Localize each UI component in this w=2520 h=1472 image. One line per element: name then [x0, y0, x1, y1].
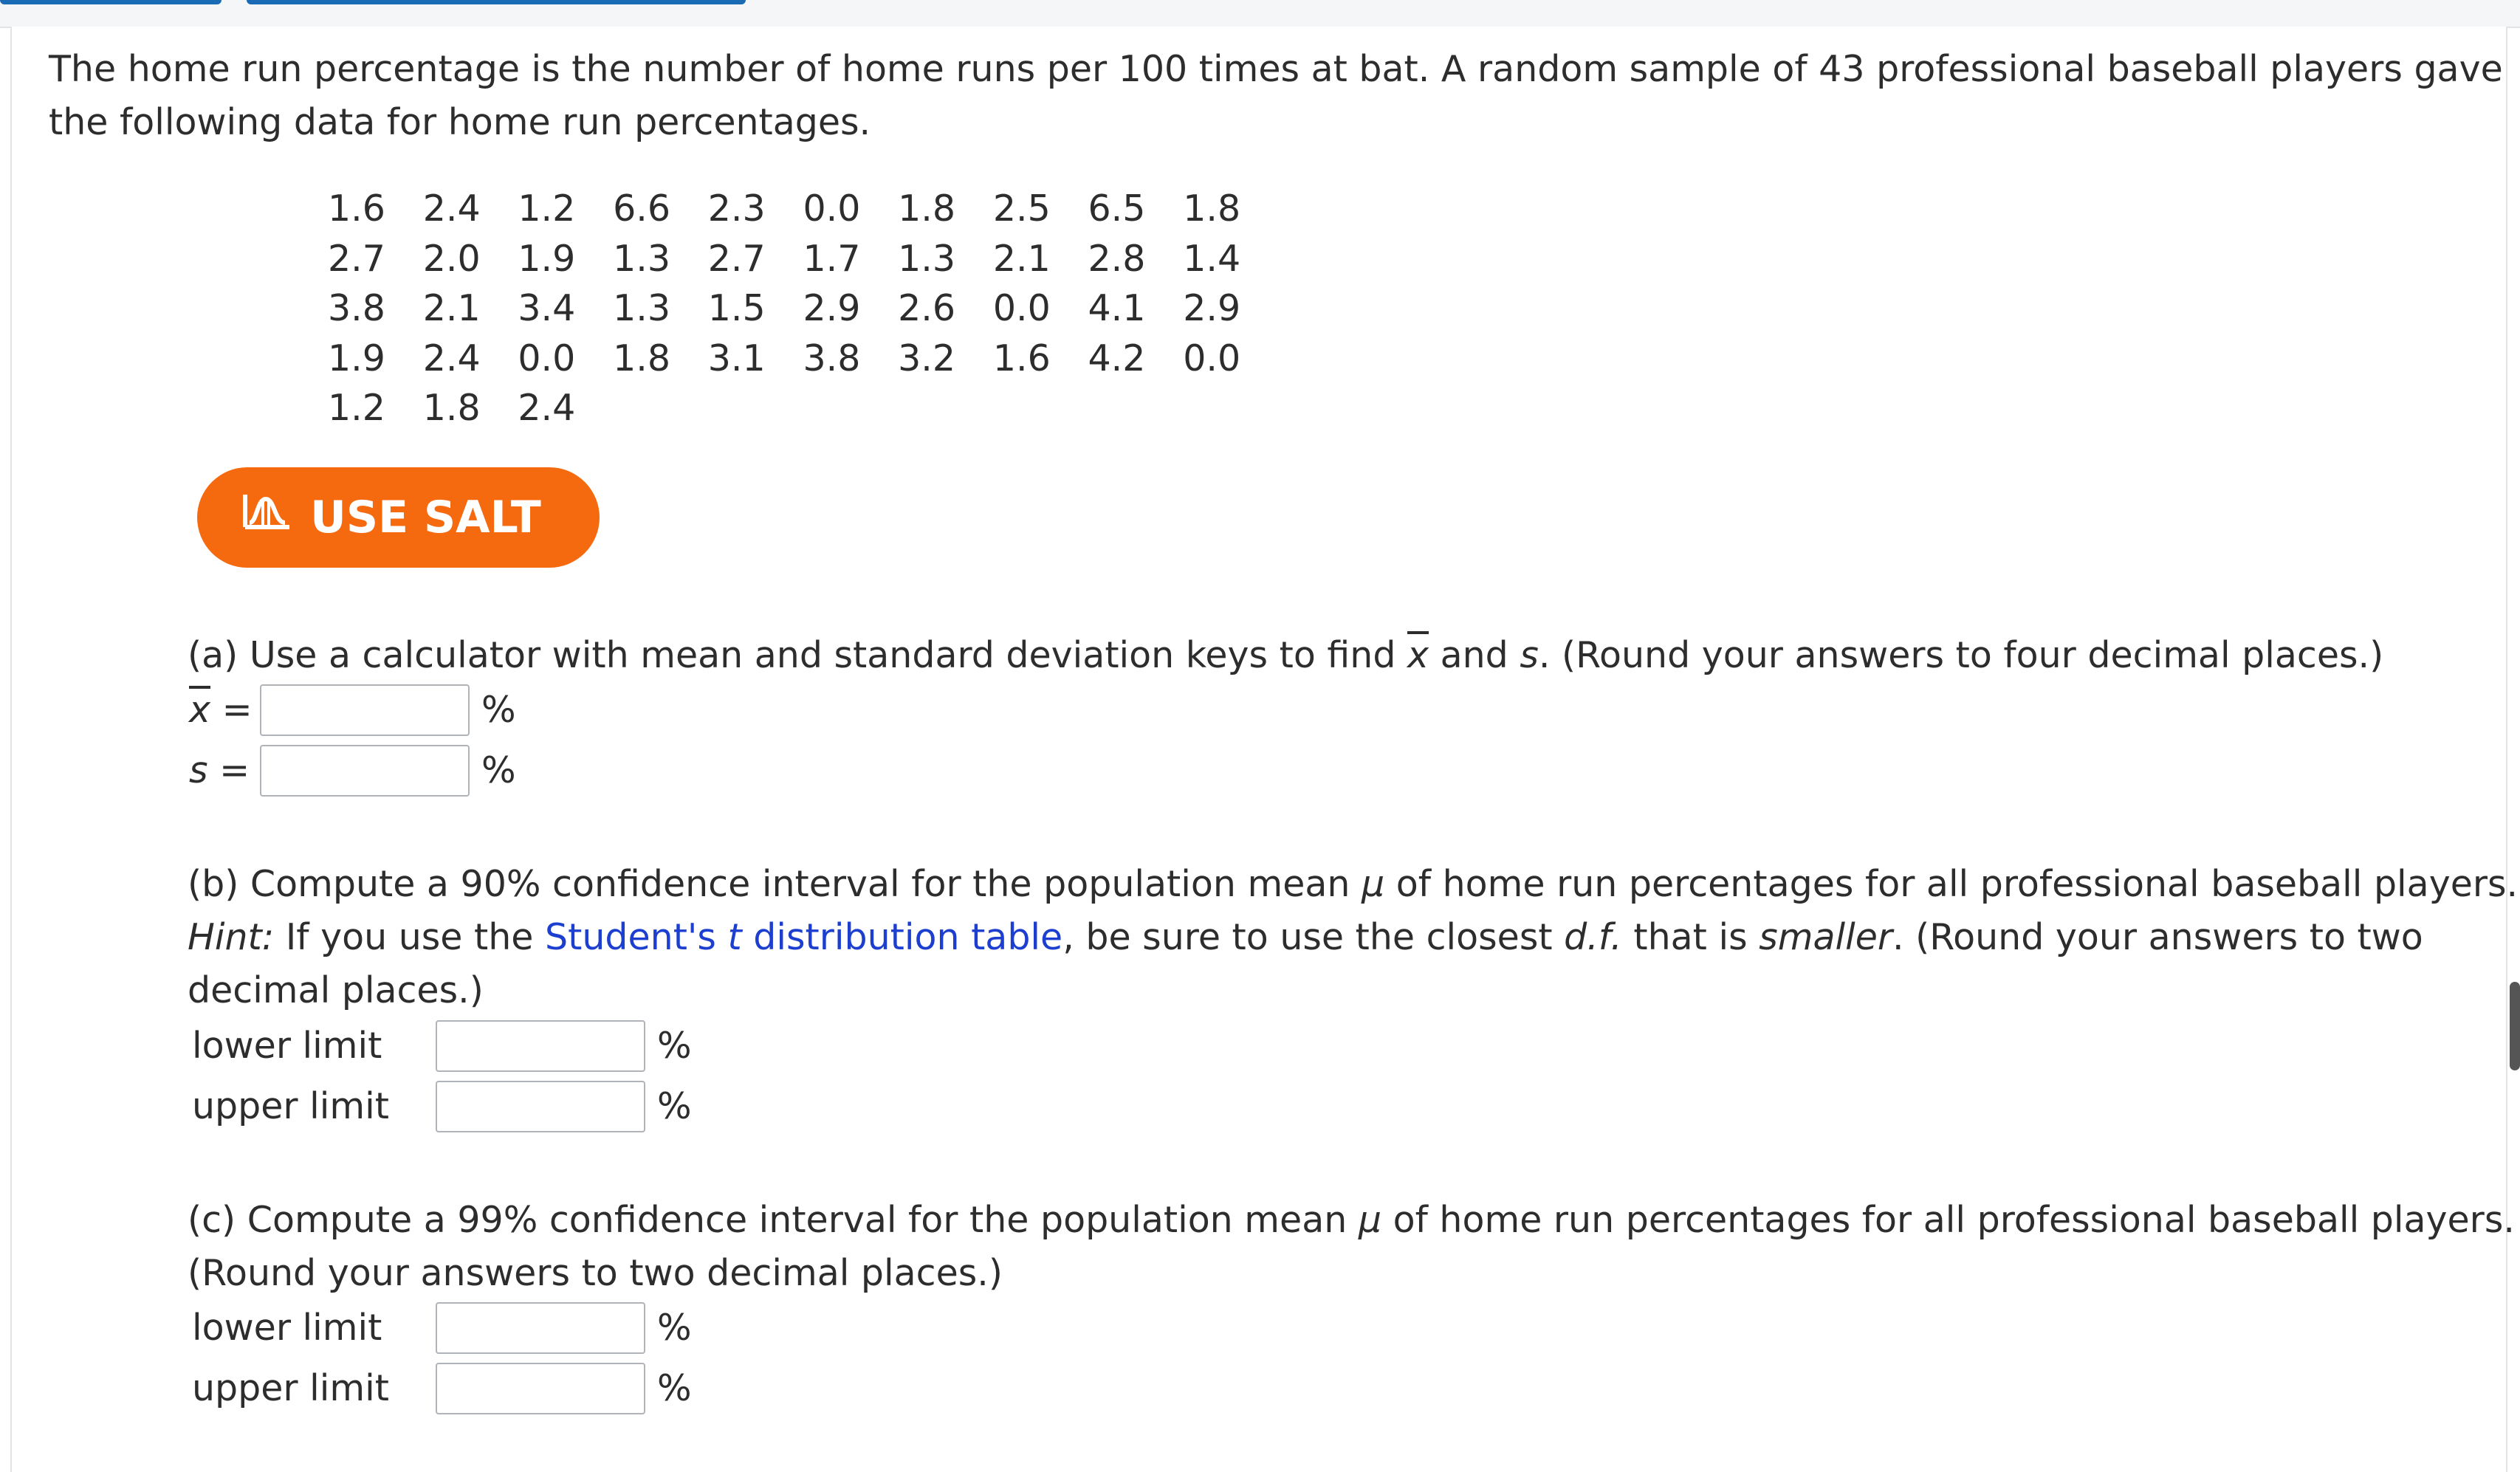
data-value: 1.4	[1183, 237, 1241, 280]
data-value: 1.8	[898, 188, 956, 230]
part-b-lower-label: lower limit	[192, 1025, 382, 1067]
t-distribution-table-link[interactable]	[545, 916, 1062, 958]
s-label	[189, 744, 250, 797]
data-value: 1.6	[328, 188, 385, 230]
top-tab-strip	[0, 0, 2520, 28]
part-a-xbar-symbol: $\overline{x}$	[1407, 634, 1429, 676]
data-table-row	[328, 334, 1278, 384]
data-value: 2.3	[707, 188, 766, 230]
data-value: 3.4	[518, 287, 576, 330]
hint-df: d.f.	[1564, 916, 1622, 958]
part-c-line-2: (Round your answers to two decimal places.)	[188, 1252, 1003, 1294]
data-value: 1.5	[707, 287, 766, 330]
xbar-label	[189, 684, 253, 737]
salt-chart-icon	[241, 490, 292, 546]
data-value: 1.2	[518, 188, 576, 230]
data-value: 2.4	[422, 337, 481, 379]
s-label-symbol: s	[189, 749, 208, 791]
part-b-upper-unit: %	[657, 1085, 692, 1127]
data-value: 1.9	[328, 337, 385, 379]
data-value: 1.6	[992, 337, 1051, 379]
data-value: 2.7	[707, 237, 766, 280]
data-table-row	[328, 283, 1278, 334]
s-input[interactable]	[260, 745, 470, 797]
use-salt-label: USE SALT	[310, 492, 541, 543]
data-value: 6.6	[613, 188, 670, 230]
data-table	[328, 184, 1278, 433]
part-b-line-3: decimal places.)	[188, 969, 484, 1011]
data-value: 1.3	[613, 237, 670, 280]
data-value: 2.1	[422, 287, 481, 330]
hint-text-4: . (Round your answers to two	[1892, 916, 2423, 958]
data-value: 2.7	[328, 237, 385, 280]
data-value: 0.0	[803, 188, 861, 230]
part-b-hint-line	[188, 911, 2518, 964]
data-value: 3.8	[803, 337, 861, 379]
part-b-prompt	[188, 858, 2518, 1017]
data-value: 1.7	[803, 237, 861, 280]
hint-label: Hint:	[188, 916, 275, 958]
hint-smaller: smaller	[1759, 916, 1893, 958]
part-a-prefix: (a) Use a calculator with mean and standard deviation keys to find	[188, 634, 1408, 676]
part-b-prefix: (b) Compute a 90% confidence interval for the population mean	[188, 863, 1362, 905]
top-tab-indicator-1[interactable]	[0, 0, 222, 4]
part-b-mu-symbol: μ	[1362, 863, 1385, 905]
data-value: 1.3	[613, 287, 670, 330]
question-intro	[49, 43, 2503, 149]
part-b-lower-input[interactable]	[436, 1020, 645, 1072]
part-b-line-1	[188, 858, 2518, 911]
link-t: t	[727, 916, 742, 958]
part-c-prefix: (c) Compute a 99% confidence interval for the population mean	[188, 1199, 1359, 1241]
part-c-lower-unit: %	[657, 1307, 692, 1349]
part-a-s-symbol: s	[1520, 634, 1539, 676]
data-value: 6.5	[1088, 188, 1146, 230]
data-value: 4.2	[1088, 337, 1146, 379]
xbar-unit: %	[481, 689, 516, 731]
part-b-lower-unit: %	[657, 1025, 692, 1067]
part-a-and: and	[1429, 634, 1520, 676]
hint-text-1: If you use the	[274, 916, 546, 958]
link-text-1: Student's	[545, 916, 728, 958]
data-value: 3.2	[898, 337, 956, 379]
data-table-row	[328, 184, 1278, 234]
data-value: 2.4	[422, 188, 481, 230]
data-value: 0.0	[992, 287, 1051, 330]
data-value: 1.9	[518, 237, 576, 280]
xbar-input[interactable]	[260, 684, 470, 736]
use-salt-button[interactable]	[197, 467, 600, 568]
data-value: 1.8	[1183, 188, 1241, 230]
hint-text-2: , be sure to use the closest	[1062, 916, 1565, 958]
part-c-upper-label: upper limit	[192, 1367, 389, 1409]
data-value: 2.5	[992, 188, 1051, 230]
part-a-suffix: . (Round your answers to four decimal places.)	[1538, 634, 2384, 676]
part-c-prompt	[188, 1194, 2515, 1300]
part-c-line-1	[188, 1194, 2515, 1247]
part-b-upper-label: upper limit	[192, 1085, 389, 1127]
hint-text-3: that is	[1621, 916, 1759, 958]
data-value: 2.8	[1088, 237, 1146, 280]
data-value: 3.8	[328, 287, 385, 330]
part-c-upper-input[interactable]	[436, 1363, 645, 1414]
data-value: 3.1	[707, 337, 766, 379]
part-b-suffix: of home run percentages for all professional baseball players.	[1384, 863, 2519, 905]
top-tab-indicator-2[interactable]	[247, 0, 746, 4]
part-c-upper-unit: %	[657, 1367, 692, 1409]
data-value: 1.2	[328, 387, 385, 430]
data-value: 1.8	[613, 337, 670, 379]
part-c-mu-symbol: μ	[1358, 1199, 1382, 1241]
s-unit: %	[481, 749, 516, 791]
data-value: 0.0	[518, 337, 576, 379]
data-value: 2.1	[992, 237, 1051, 280]
xbar-equals: =	[222, 689, 253, 731]
intro-line-2: the following data for home run percentages.	[49, 101, 871, 143]
data-value: 2.4	[518, 387, 576, 430]
data-value: 2.6	[898, 287, 956, 330]
data-table-row	[328, 234, 1278, 284]
data-value: 2.9	[803, 287, 861, 330]
s-equals: =	[219, 749, 250, 791]
data-value: 2.9	[1183, 287, 1241, 330]
data-value: 2.0	[422, 237, 481, 280]
part-c-lower-label: lower limit	[192, 1307, 382, 1349]
part-b-upper-input[interactable]	[436, 1081, 645, 1132]
part-c-suffix: of home run percentages for all professional baseball players.	[1381, 1199, 2515, 1241]
intro-line-1: The home run percentage is the number of home runs per 100 times at bat. A random sample of 43 professional baseball players gave	[49, 48, 2503, 90]
part-c-lower-input[interactable]	[436, 1302, 645, 1354]
data-value: 1.8	[422, 387, 481, 430]
data-value: 1.3	[898, 237, 956, 280]
data-value: 4.1	[1088, 287, 1146, 330]
data-table-row	[328, 383, 1278, 433]
xbar-label-symbol: $\overline{x}$	[189, 689, 210, 731]
part-a-prompt	[188, 629, 2383, 682]
link-text-2: distribution table	[741, 916, 1063, 958]
data-value: 0.0	[1183, 337, 1241, 379]
